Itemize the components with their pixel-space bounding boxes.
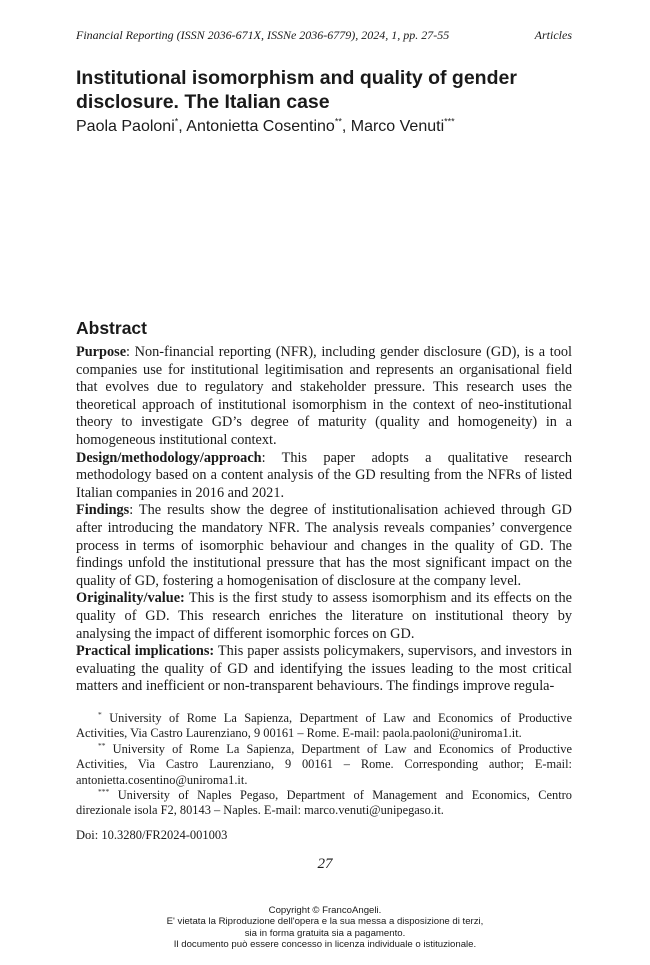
author-name: Marco Venuti bbox=[350, 118, 445, 135]
footnote-mark: * bbox=[98, 709, 102, 719]
author-name: Paola Paoloni bbox=[76, 118, 175, 135]
copyright-line: E' vietata la Riproduzione dell'opera e la sua messa a disposizione di terzi, bbox=[166, 916, 484, 928]
copyright-line: sia in forma gratuita sia a pagamento. bbox=[244, 927, 406, 939]
doi: Doi: 10.3280/FR2024-001003 bbox=[76, 828, 228, 842]
author-name: Antonietta Cosentino bbox=[186, 118, 335, 135]
section-label: Practical implications: bbox=[76, 643, 215, 660]
section-text: This paper adopts a qualitative research methodology based on a content analysis of the GD resulting from the NFRs of listed Italian companies in 2016 and 2021. bbox=[76, 449, 572, 501]
author-list bbox=[76, 118, 455, 136]
section-punct: : bbox=[126, 344, 135, 360]
section-text: This paper assists policymakers, supervisors, and investors in evaluating the quality of GD and identifying the issues leading to the most critical matters and inefficient or non-transparent behaviours. The findings improve regula- bbox=[76, 643, 572, 695]
section-text: The results show the degree of institutionalisation achieved through GD after introducing the mandatory NFR. The analysis reveals companies’ convergence process in terms of isomorphic behaviour and changes in the quality of GD. The findings unfold the institutional pressure that has the most significant impact on the quality of GD, fostering a homogenisation of disclosure at the company level. bbox=[76, 502, 573, 589]
section-punct: : bbox=[261, 449, 282, 466]
abstract-findings bbox=[76, 502, 572, 590]
footnote bbox=[76, 711, 572, 742]
footnote-text: University of Rome La Sapienza, Department of Law and Economics of Productive Activities, Via Castro Laurenziano, 9 00161 – Rome. E-mail: paola.paoloni@uniroma1.it. bbox=[76, 711, 572, 741]
copyright-line: Copyright © FrancoAngeli. bbox=[268, 905, 382, 916]
journal-citation: Financial Reporting (ISSN 2036-671X, ISSNe 2036-6779), 2024, 1, pp. 27-55 bbox=[76, 28, 450, 42]
section-label: Originality/value: bbox=[76, 590, 185, 607]
abstract-heading: Abstract bbox=[76, 318, 147, 338]
section-label: Design/methodology/approach bbox=[76, 449, 262, 466]
author-footnote-mark: ** bbox=[334, 116, 342, 127]
copyright-notice bbox=[0, 905, 650, 951]
footnote-text: University of Rome La Sapienza, Department of Law and Economics of Productive Activities, Via Castro Laurenziano, 9 00161 – Rome. Corresponding author; E-mail: antonietta.cosentino@uniroma1.it. bbox=[76, 741, 572, 787]
footnote bbox=[76, 742, 572, 788]
author-footnote-mark: * bbox=[174, 116, 179, 127]
author-separator: , bbox=[178, 118, 187, 135]
section-label: Findings bbox=[76, 502, 130, 519]
abstract-originality bbox=[76, 590, 572, 643]
abstract-body bbox=[76, 344, 572, 696]
article-title: Institutional isomorphism and quality of gender disclosure. The Italian case bbox=[76, 67, 517, 113]
copyright-line: Il documento può essere concesso in licenza individuale o istituzionale. bbox=[173, 939, 477, 951]
section-label: Articles bbox=[534, 28, 572, 42]
footnote-mark: ** bbox=[98, 740, 106, 750]
abstract-design bbox=[76, 450, 572, 503]
section-label: Purpose bbox=[76, 344, 127, 360]
footnote bbox=[76, 788, 572, 819]
abstract-purpose bbox=[76, 344, 572, 450]
footnote-text: University of Naples Pegaso, Department of Management and Economics, Centro direzionale isola F2, 80143 – Naples. E-mail: marco.venuti@unipegaso.it. bbox=[76, 788, 573, 818]
section-punct: : bbox=[129, 502, 139, 519]
running-header bbox=[76, 28, 572, 43]
section-text: This is the first study to assess isomorphism and its effects on the quality of GD. This research enriches the literature on institutional theory by analysing the impact of different isomorphic forces on GD. bbox=[76, 590, 572, 642]
abstract-implications bbox=[76, 643, 572, 696]
footnotes bbox=[76, 711, 572, 819]
author-separator: , bbox=[341, 118, 351, 135]
footnote-mark: *** bbox=[98, 786, 110, 796]
author-footnote-mark: *** bbox=[444, 116, 455, 127]
section-text: Non-financial reporting (NFR), including gender disclosure (GD), is a tool companies use for institutional legitimisation and represents an organisational field that evolves due to regulatory and stakeholder pressure. This research uses the theoretical approach of institutional isomorphism in the context of neo-institutional theory to investigate GD’s degree of maturity (quality and homogeneity) in a homogeneous institutional context. bbox=[76, 344, 572, 448]
page-number: 27 bbox=[317, 856, 333, 872]
